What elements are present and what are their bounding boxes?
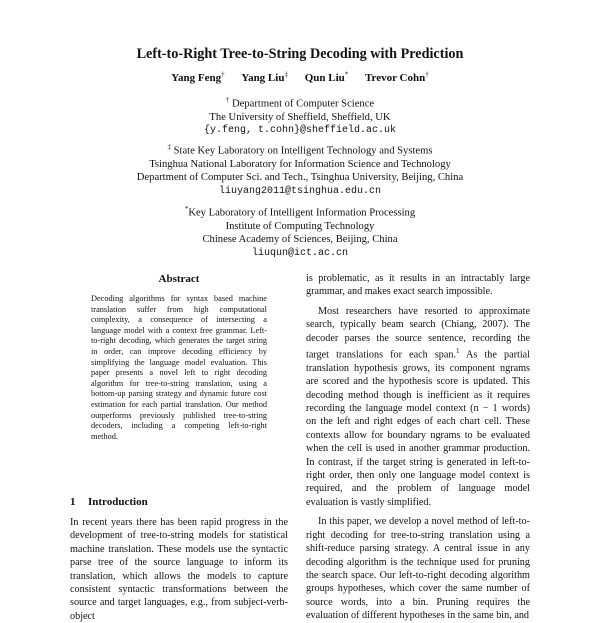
paper-title: Left-to-Right Tree-to-String Decoding with Prediction <box>136 46 464 62</box>
paragraph: Most researchers have resorted to approximate search, typically beam search (Chiang, 2007). The decoder parses the source sentence, recording the target translations for each span.$^1$ As the partial translation hypothesis grows, its component ngrams are scored and the hypothesis score is updated. This decoding method though is inefficient as it requires recording the language model context (n − 1 words) on the left and right edges of each chart cell. These contexts allow for boundary ngrams to be evaluated when the cell is used in another grammar production. In contrast, if the target string is generated in left-to-right order, then only one language model context is required, and the problem of language model evaluation is vastly simplified. <box>306 305 531 508</box>
footnote-marker: 1 <box>456 347 460 356</box>
email: liuqun@ict.ac.cn <box>251 247 348 259</box>
abstract-text: Decoding algorithms for syntax based machine translation suffer from high computational complexity, a consequence of intersecting a language model with a context free grammar. Left-to-right decoding, which generates the target string in order, can improve decoding efficiency by simplifying the language model evaluation. This paper presents a novel left to right decoding algorithm for tree-to-string translation, using a bottom-up parsing strategy and dynamic future cost estimation for each partial translation. Our method outperforms previously published tree-to-string decoders, including a competing left-to-right method. <box>91 294 267 441</box>
affiliation-sheffield: † Department of Computer Science The University of Sheffield, Sheffield, UK {y.feng, t.cohn}@sheffield.ac.uk <box>0 94 600 138</box>
right-column <box>306 272 530 623</box>
section-heading: 1 Introduction <box>70 496 148 508</box>
affiliation-ict: *Key Laboratory of Intelligent Information Processing Institute of Computing Technology Chinese Academy of Sciences, Beijing, China liuqun@ict.ac.cn <box>0 203 600 260</box>
author: Qun Liu* <box>304 70 349 84</box>
author: Yang Feng† <box>171 70 225 84</box>
email: {y.feng, t.cohn}@sheffield.ac.uk <box>203 125 397 137</box>
paragraph: is problematic, as it results in an intractably large grammar, and makes exact search impossible. <box>306 273 530 298</box>
author: Trevor Cohn† <box>365 70 429 84</box>
introduction-text: In recent years there has been rapid progress in the development of tree-to-string models for statistical machine translation. These models use the syntactic parse tree of the source language to inform its translation, which allows the models to capture consistent syntactic transformations between the source and target languages, e.g., from subject-verb-object <box>70 517 288 622</box>
author-list <box>0 70 600 84</box>
affiliation-tsinghua: ‡ State Key Laboratory on Intelligent Technology and Systems Tsinghua National Laboratory for Information Science and Technology Department of Computer Sci. and Tech., Tsinghua University, Beijing, China liuyang2011@tsinghua.edu.cn <box>0 141 600 198</box>
author: Yang Liu‡ <box>241 70 288 84</box>
abstract-heading: Abstract <box>158 273 200 285</box>
paragraph: In this paper, we develop a novel method of left-to-right decoding for tree-to-string translation using a shift-reduce parsing strategy. A central issue in any decoding algorithm is the technique used for pruning the search space. Our left-to-right decoding algorithm groups hypotheses, which cover the same number of source words, into a bin. Pruning requires the evaluation of different hypotheses in the same bin, and <box>306 516 530 622</box>
email: liuyang2011@tsinghua.edu.cn <box>218 185 382 197</box>
